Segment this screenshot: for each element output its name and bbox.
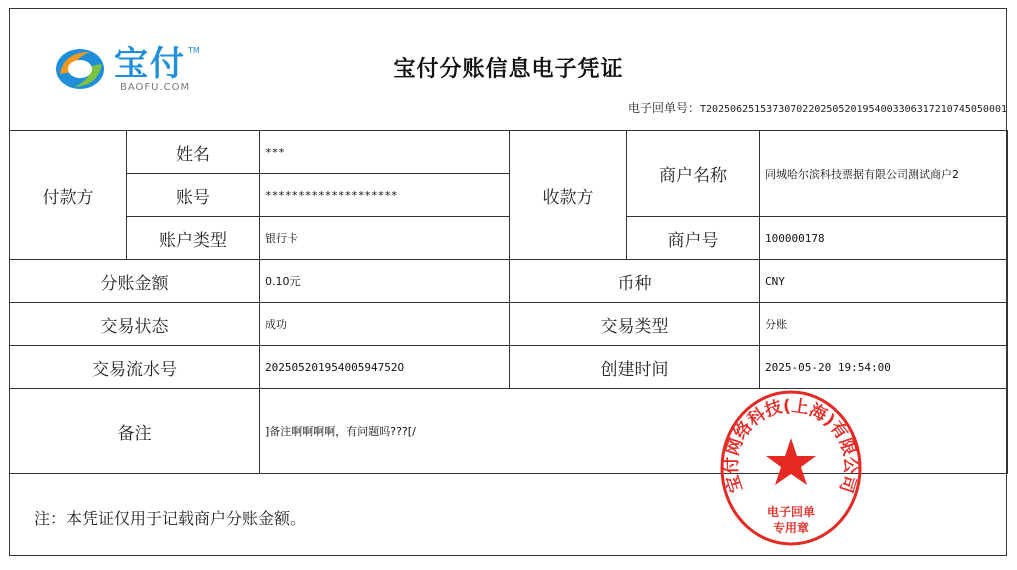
table-row <box>10 217 1008 260</box>
seal-center-line2: 专用章 <box>772 521 810 535</box>
amount-label: 分账金额 <box>10 260 260 303</box>
seal-center-line1: 电子回单 <box>766 505 816 519</box>
remark-label: 备注 <box>10 389 260 474</box>
serial-label: 交易流水号 <box>10 346 260 389</box>
payee-section-label: 收款方 <box>510 131 627 260</box>
payer-account-type-value: 银行卡 <box>260 217 510 260</box>
seal-ring-text: 宝付网络科技(上海)有限公司 <box>721 396 861 495</box>
currency-value: CNY <box>760 260 1008 303</box>
serial-value: 20250520195400594752O <box>260 346 510 389</box>
page-title: 宝付分账信息电子凭证 <box>393 57 624 82</box>
logo-text: 宝付 <box>114 44 186 84</box>
created-time-value: 2025-05-20 19:54:00 <box>760 346 1008 389</box>
receipt-number-value: T20250625153730702202505201954003306317210745050001 <box>699 104 1007 115</box>
amount-value: 0.10元 <box>260 260 510 303</box>
merchant-name-label: 商户名称 <box>627 131 760 217</box>
currency-label: 币种 <box>510 260 760 303</box>
logo-subtext: BAOFU.COM <box>120 82 191 93</box>
payer-account-value: ******************** <box>260 174 510 217</box>
status-value: 成功 <box>260 303 510 346</box>
payer-name-value: *** <box>260 131 510 174</box>
merchant-no-label: 商户号 <box>627 217 760 260</box>
company-seal <box>718 382 864 546</box>
table-row <box>10 131 1008 174</box>
payer-account-label: 账号 <box>127 174 260 217</box>
payer-section-label: 付款方 <box>10 131 127 260</box>
merchant-name-value: 同城哈尔滨科技票据有限公司测试商户2 <box>760 131 1008 217</box>
receipt-number-label: 电子回单号： <box>627 101 700 115</box>
remark-value: ]备注啊啊啊啊，有问题吗???[/ <box>260 389 1008 474</box>
table-row <box>10 260 1008 303</box>
merchant-no-value: 100000178 <box>760 217 1008 260</box>
status-label: 交易状态 <box>10 303 260 346</box>
logo-tm: TM <box>188 46 200 55</box>
created-time-label: 创建时间 <box>510 346 760 389</box>
type-value: 分账 <box>760 303 1008 346</box>
table-row <box>10 303 1008 346</box>
payer-name-label: 姓名 <box>127 131 260 174</box>
receipt-number <box>628 99 1007 116</box>
seal-star-icon <box>766 438 816 485</box>
payer-account-type-label: 账户类型 <box>127 217 260 260</box>
footer-note: 注：本凭证仅用于记载商户分账金额。 <box>34 509 307 528</box>
type-label: 交易类型 <box>510 303 760 346</box>
